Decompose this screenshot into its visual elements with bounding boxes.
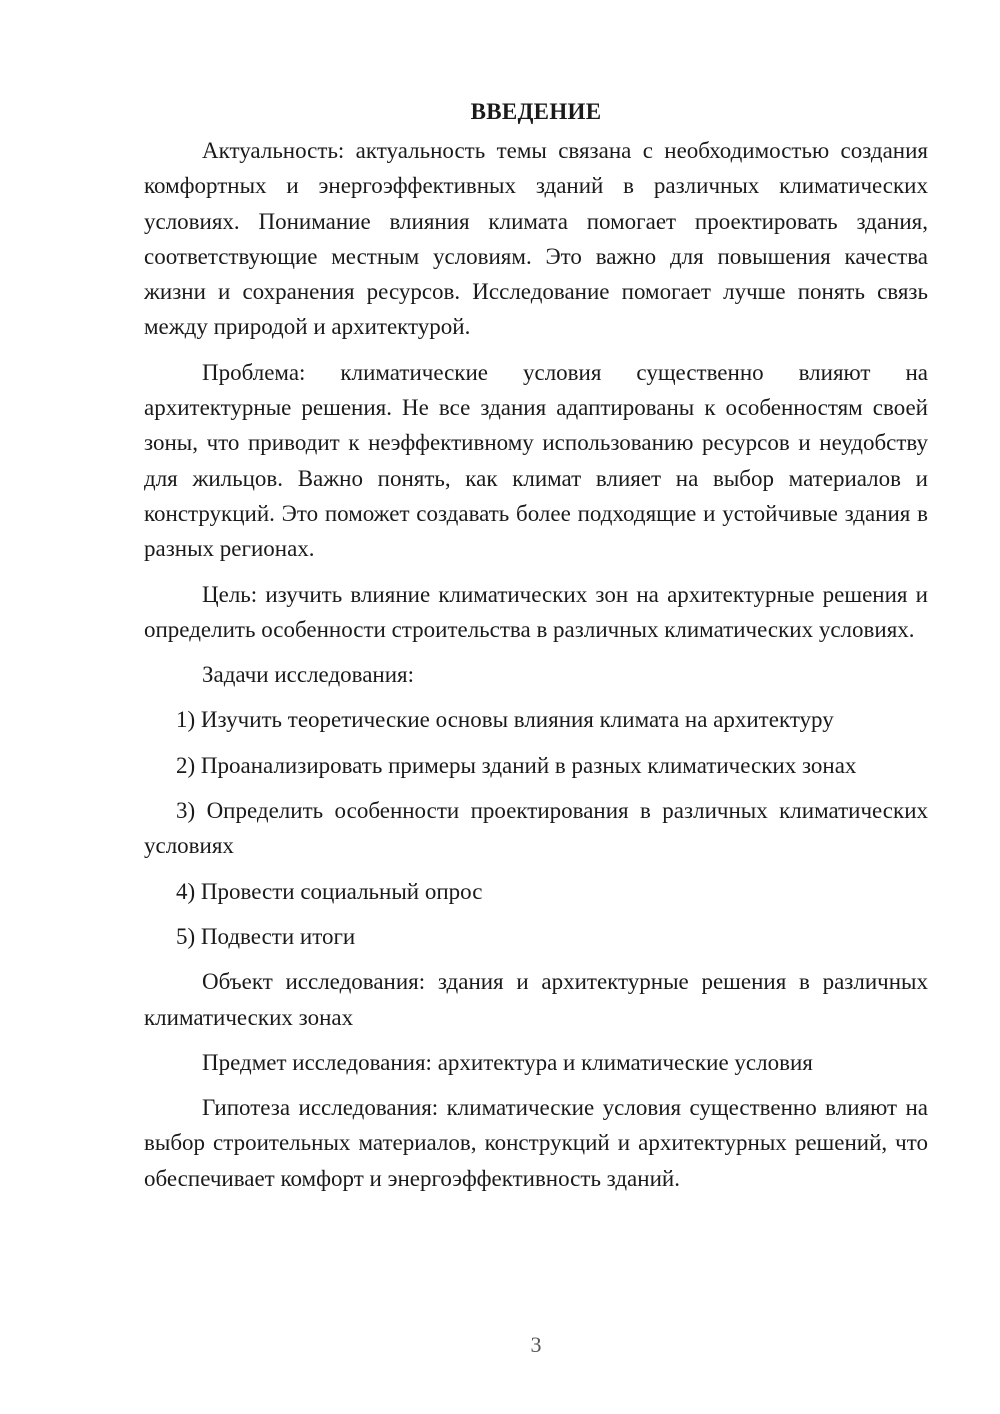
task-item-2: 2) Проанализировать примеры зданий в разных климатических зонах xyxy=(176,752,857,778)
section-title: ВВЕДЕНИЕ xyxy=(470,99,602,124)
page-number: 3 xyxy=(530,1332,542,1357)
relevance-paragraph: Актуальность: актуальность темы связана с необходимостью создания комфортных и энергоэффективных зданий в различных климатических условиях. Понимание влияния климата помогает проектировать здания, соответствующие местным условиям. Это важно для повышения качества жизни и сохранения ресурсов. Исследование помогает лучше понять связь между природой и архитектурой. xyxy=(144,138,928,340)
hypothesis-paragraph: Гипотеза исследования: климатические условия существенно влияют на выбор строительных материалов, конструкций и архитектурных решений, что обеспечивает комфорт и энергоэффективность зданий. xyxy=(144,1095,928,1191)
task-item-1: 1) Изучить теоретические основы влияния климата на архитектуру xyxy=(176,707,834,733)
object-paragraph: Объект исследования: здания и архитектурные решения в различных климатических зонах xyxy=(144,969,928,1030)
page-content xyxy=(144,94,928,1206)
problem-paragraph: Проблема: климатические условия существенно влияют на архитектурные решения. Не все здания адаптированы к особенностям своей зоны, что приводит к неэффективному использованию ресурсов и неудобству для жильцов. Важно понять, как климат влияет на выбор материалов и конструкций. Это поможет создавать более подходящие и устойчивые здания в разных регионах. xyxy=(144,359,928,562)
task-item-5: 5) Подвести итоги xyxy=(176,923,356,949)
task-item-3: 3) Определить особенности проектирования в различных климатических условиях xyxy=(144,798,928,859)
task-item-4: 4) Провести социальный опрос xyxy=(176,878,483,904)
subject-paragraph: Предмет исследования: архитектура и климатические условия xyxy=(202,1049,813,1075)
tasks-heading: Задачи исследования: xyxy=(202,662,415,688)
goal-paragraph: Цель: изучить влияние климатических зон на архитектурные решения и определить особенности строительства в различных климатических условиях. xyxy=(144,581,928,642)
